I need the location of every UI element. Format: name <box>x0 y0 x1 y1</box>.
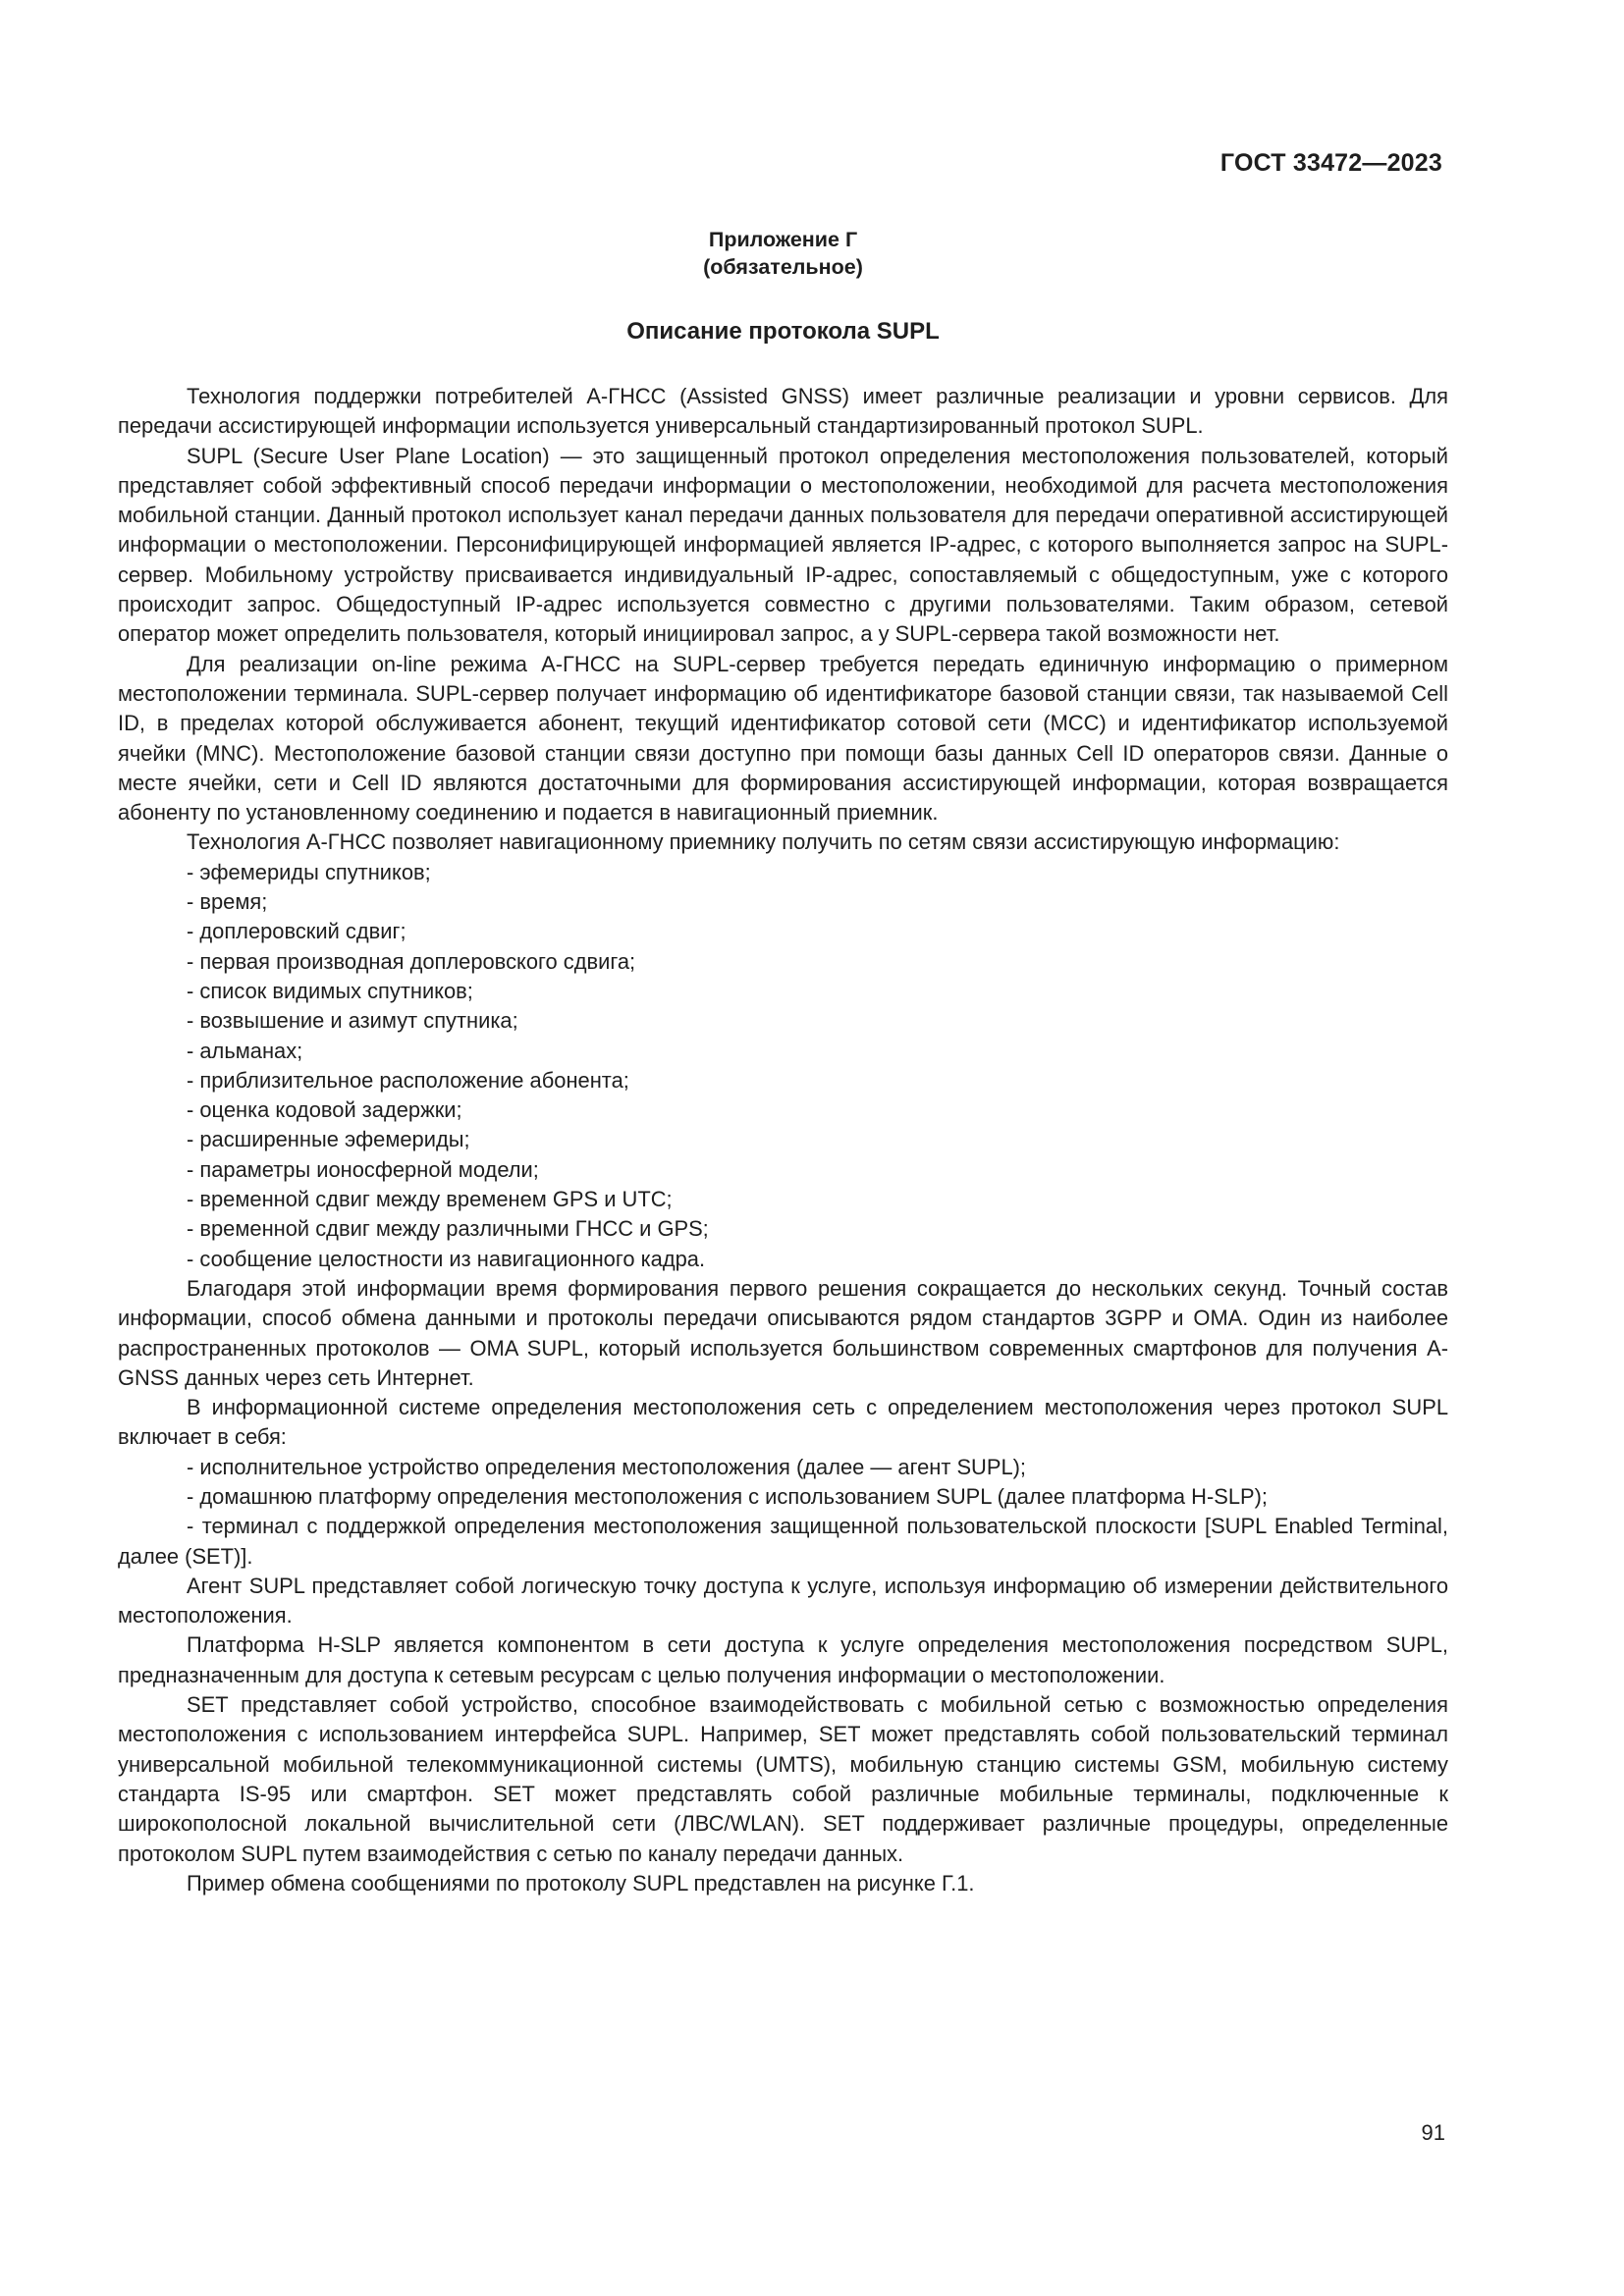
list-item: - альманах; <box>187 1038 303 1063</box>
list-item: - первая производная доплеровского сдвига; <box>187 948 636 974</box>
annex-title: Приложение Г <box>708 228 858 251</box>
list-item: - время; <box>187 889 268 915</box>
paragraph: Платформа H-SLP является компонентом в сети доступа к услуге определения местоположения посредством SUPL, предназначенным для доступа к сетевым ресурсам с целью получения информации о местоположении. <box>118 1632 1448 1687</box>
annex-heading <box>118 226 1448 281</box>
document-body <box>118 382 1448 1898</box>
list-item: - оценка кодовой задержки; <box>187 1097 462 1123</box>
paragraph: Пример обмена сообщениями по протоколу SUPL представлен на рисунке Г.1. <box>187 1870 975 1896</box>
annex-status: (обязательное) <box>703 255 863 279</box>
list-item: - домашнюю платформу определения местоположения с использованием SUPL (далее платформа H-SLP); <box>187 1483 1268 1509</box>
list-item: - эфемериды спутников; <box>187 859 431 884</box>
list-item: - временной сдвиг между различными ГНСС и GPS; <box>187 1216 709 1242</box>
page-header: ГОСТ 33472—2023 <box>1219 149 1442 177</box>
list-item: - список видимых спутников; <box>187 978 473 1003</box>
list-item: - терминал с поддержкой определения местоположения защищенной пользовательской плоскости [SUPL Enabled Terminal, далее (SET)]. <box>118 1514 1448 1569</box>
paragraph: SUPL (Secure User Plane Location) — это защищенный протокол определения местоположения пользователей, который представляет собой эффективный способ передачи информации о местоположении, необходимой для расчета местоположения мобильной станции. Данный протокол использует канал передачи данных пользователя для передачи оперативной ассистирующей информации о местоположении. Персонифицирующей информацией является IP-адрес, с которого выполняется запрос на SUPL-сервер. Мобильному устройству присваивается индивидуальный IP-адрес, сопоставляемый с общедоступным, уже с которого происходит запрос. Общедоступный IP-адрес используется совместно с другими пользователями. Таким образом, сетевой оператор может определить пользователя, который инициировал запрос, а у SUPL-сервера такой возможности нет. <box>118 443 1448 647</box>
list-item: - доплеровский сдвиг; <box>187 919 406 944</box>
paragraph: SET представляет собой устройство, способное взаимодействовать с мобильной сетью с возможностью определения местоположения с использованием интерфейса SUPL. Например, SET может представлять собой пользовательский терминал универсальной мобильной телекоммуникационной системы (UMTS), мобильную станцию системы GSM, мобильную систему стандарта IS-95 или смартфон. SET может представлять собой различные мобильные терминалы, подключенные к широкополосной локальной вычислительной сети (ЛВС/WLAN). SET поддерживает различные процедуры, определенные протоколом SUPL путем взаимодействия с сетью по каналу передачи данных. <box>118 1692 1448 1866</box>
paragraph: В информационной системе определения местоположения сеть с определением местоположения через протокол SUPL включает в себя: <box>118 1395 1448 1450</box>
list-item: - расширенные эфемериды; <box>187 1127 470 1152</box>
section-title: Описание протокола SUPL <box>626 318 940 345</box>
paragraph: Благодаря этой информации время формирования первого решения сокращается до нескольких секунд. Точный состав информации, способ обмена данными и протоколы передачи описываются рядом стандартов 3GPP и OMA. Один из наиболее распространенных протоколов — OMA SUPL, который используется большинством современных смартфонов для получения A-GNSS данных через сеть Интернет. <box>118 1275 1448 1390</box>
list-item: - временной сдвиг между временем GPS и UTC; <box>187 1187 673 1212</box>
list-item: - приблизительное расположение абонента; <box>187 1067 629 1093</box>
list-item: - сообщение целостности из навигационного кадра. <box>187 1246 706 1271</box>
paragraph: Агент SUPL представляет собой логическую точку доступа к услуге, используя информацию об измерении действительного местоположения. <box>118 1573 1448 1629</box>
list-item: - возвышение и азимут спутника; <box>187 1008 518 1034</box>
paragraph: Технология А-ГНСС позволяет навигационному приемнику получить по сетям связи ассистирующую информацию: <box>187 829 1340 855</box>
paragraph: Технология поддержки потребителей А-ГНСС (Assisted GNSS) имеет различные реализации и уровни сервисов. Для передачи ассистирующей информации используется универсальный стандартизированный протокол SUPL. <box>118 384 1448 439</box>
page-number: 91 <box>1421 2120 1445 2145</box>
list-item: - исполнительное устройство определения местоположения (далее — агент SUPL); <box>187 1454 1026 1479</box>
paragraph: Для реализации on-line режима А-ГНСС на SUPL-сервер требуется передать единичную информацию о примерном местоположении терминала. SUPL-сервер получает информацию об идентификаторе базовой станции связи, так называемой Cell ID, в пределах которой обслуживается абонент, текущий идентификатор сотовой сети (MCC) и идентификатор используемой ячейки (MNC). Местоположение базовой станции связи доступно при помощи базы данных Cell ID операторов связи. Данные о месте ячейки, сети и Cell ID являются достаточными для формирования ассистирующей информации, которая возвращается абоненту по установленному соединению и подается в навигационный приемник. <box>118 651 1448 826</box>
list-item: - параметры ионосферной модели; <box>187 1156 539 1182</box>
